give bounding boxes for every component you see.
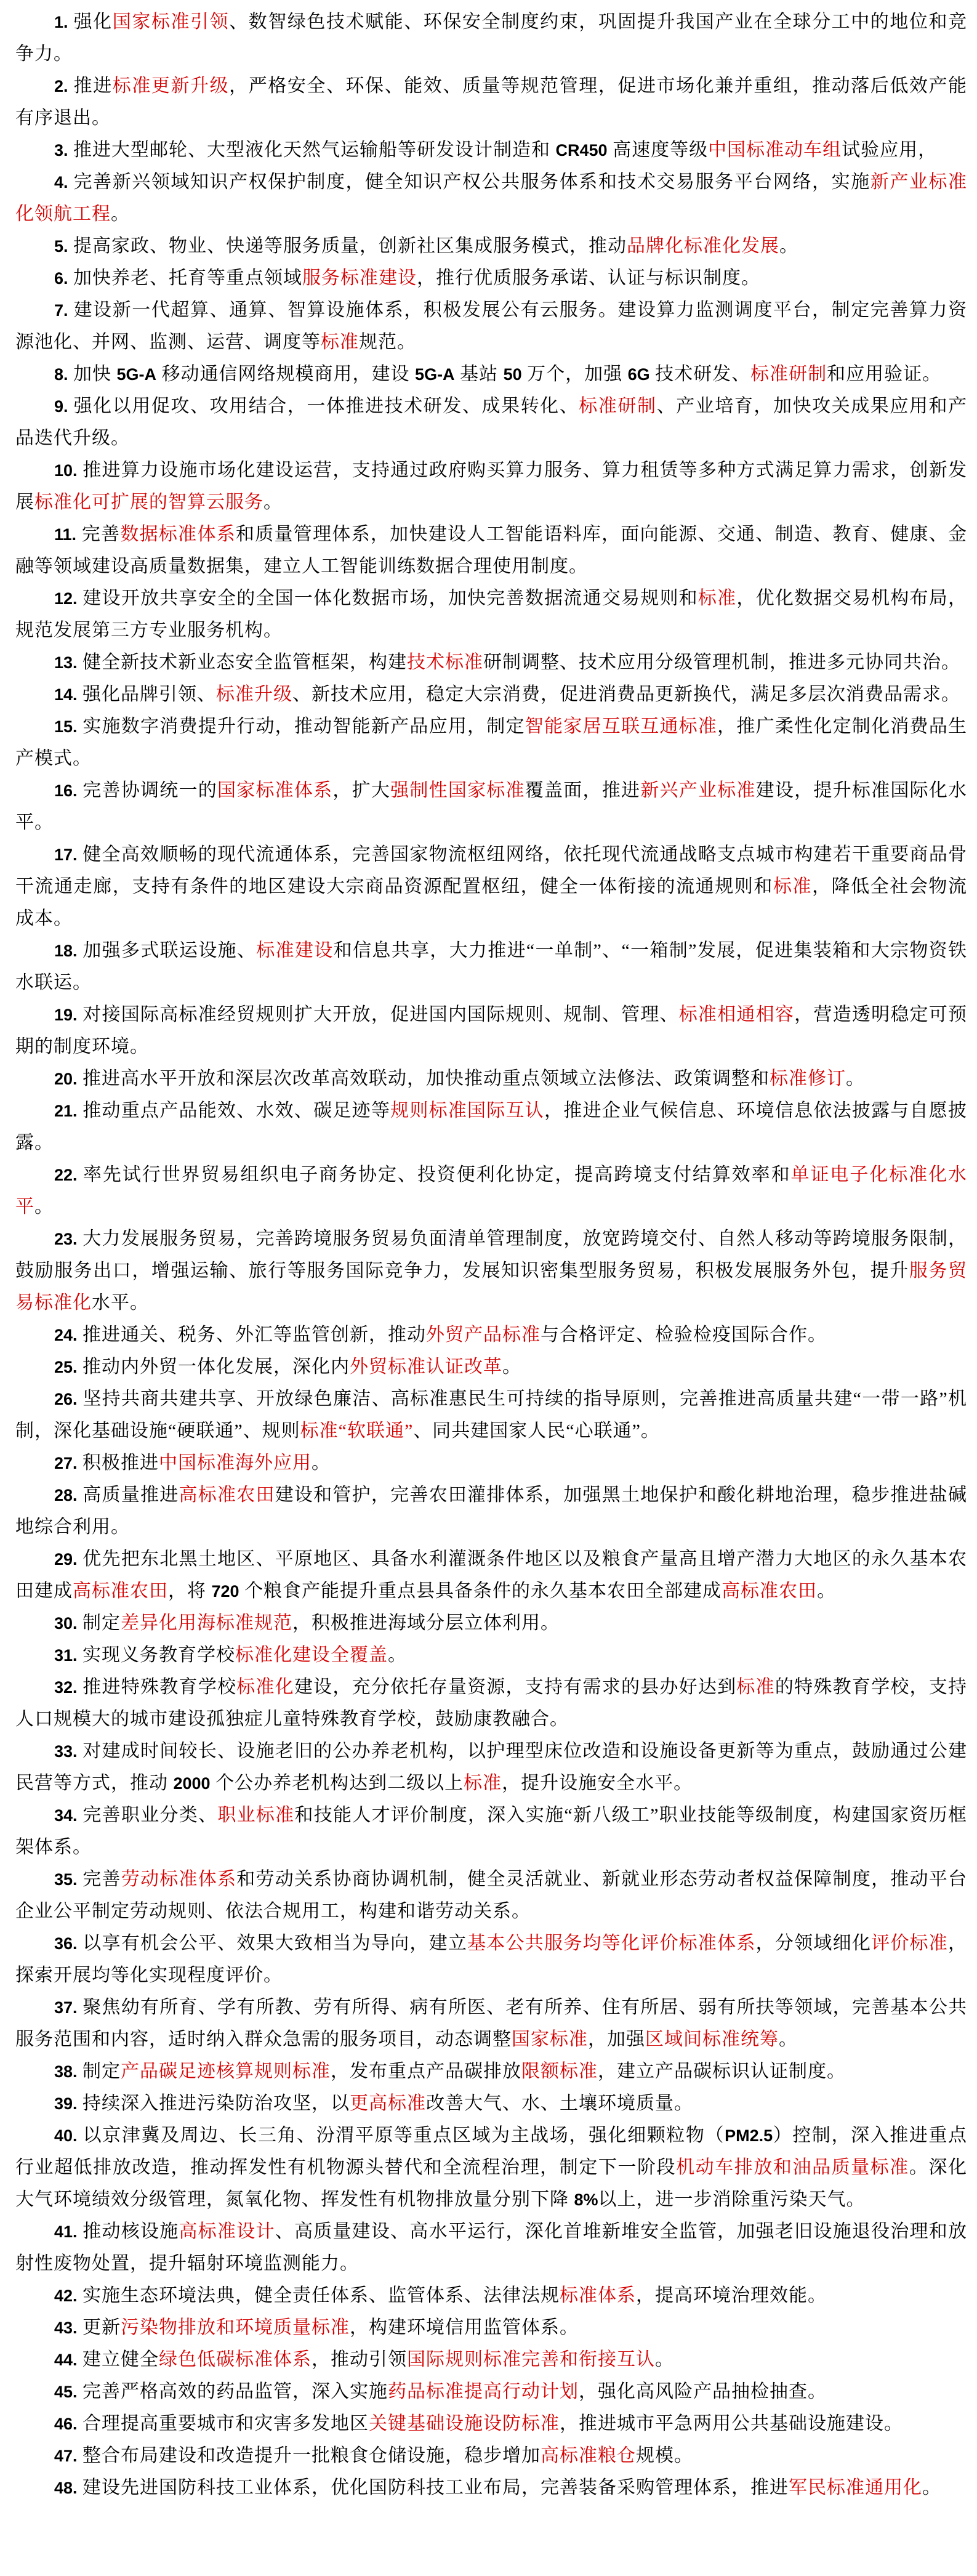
body-text: 推进特殊教育学校: [82, 1677, 237, 1697]
highlighted-text: 中国标准海外应用: [159, 1453, 312, 1473]
list-item: [15, 1063, 967, 1095]
list-item: [15, 262, 967, 294]
highlighted-text: 限额标准: [521, 2061, 598, 2081]
item-number: 34.: [54, 1806, 78, 1825]
list-item: [15, 2056, 967, 2088]
body-text: 优先把东北黑土地区、平原地区、具备水利灌溉条件地区以及粮食产量高且增产潜力大地区的永久基本农田建成: [15, 1549, 968, 1601]
item-number: 33.: [54, 1742, 78, 1761]
body-text: 。深化大气环境绩效分级管理，氮氧化物、挥发性有机物排放量分别下降 8%以上，进一步消除重污染天气。: [15, 2157, 967, 2210]
body-text: ，积极推进海域分层立体利用。: [292, 1613, 560, 1633]
body-text: 实现义务教育学校: [82, 1645, 236, 1665]
highlighted-text: 品牌化标准化发展: [627, 236, 780, 256]
body-text: 强化品牌引领、: [82, 684, 217, 705]
list-item: [15, 1799, 967, 1863]
body-text: 完善协调统一的: [82, 780, 217, 801]
highlighted-text: 标准研制: [579, 396, 657, 416]
list-item: [15, 1639, 967, 1671]
body-text: 坚持共商共建共享、开放绿色廉洁、高标准惠民生可持续的指导原则，完善推进高质量共建“一带一路”机制，深化基础设施“硬联通”、规则: [15, 1389, 968, 1441]
latin-text: 50: [503, 365, 522, 384]
body-text: 建设，充分依托存量资源，支持有需求的县办好达到: [294, 1677, 737, 1697]
body-text: 加快 5G-A 移动通信网络规模商用，建设 5G-A 基站 50 万个，加强 6G 技术研发、: [73, 364, 751, 384]
body-text: 。: [111, 204, 130, 224]
highlighted-text: 国家标准: [512, 2029, 588, 2049]
list-item: [15, 679, 967, 711]
item-number: 24.: [54, 1326, 78, 1344]
body-text: 。: [502, 1357, 522, 1377]
list-item: [15, 711, 967, 775]
highlighted-text: 标准建设: [256, 940, 334, 961]
list-item: [15, 230, 967, 262]
item-number: 4.: [54, 173, 68, 192]
body-text: ，严格安全、环保、能效、质量等规范管理，促进市场化兼并重组，推动落后低效产能有序退出。: [15, 76, 968, 128]
highlighted-text: 技术标准: [407, 652, 484, 672]
body-text: 。: [263, 492, 283, 512]
highlighted-text: 新产业标准化领航工程: [15, 172, 968, 224]
list-item: [15, 454, 967, 519]
body-text: 。: [922, 2477, 942, 2498]
highlighted-text: 高标准农田: [179, 1485, 275, 1505]
highlighted-text: 评价标准: [871, 1933, 949, 1953]
list-item: [15, 1671, 967, 1735]
highlighted-text: 标准: [698, 588, 737, 608]
body-text: ，发布重点产品碳排放: [331, 2061, 522, 2081]
item-number: 41.: [54, 2223, 78, 2241]
body-text: ，推进城市平急两用公共基础设施建设。: [560, 2413, 904, 2434]
list-item: [15, 2472, 967, 2504]
body-text: 建设和管护，完善农田灌排体系，加强黑土地保护和酸化耕地治理，稳步推进盐碱地综合利用。: [15, 1485, 968, 1537]
body-text: ，加强: [588, 2029, 645, 2049]
body-text: 、高质量建设、高水平运行，深化首堆新堆安全监管，加强老旧设施退役治理和放射性废物处置，提升辐射环境监测能力。: [15, 2221, 968, 2274]
highlighted-text: 标准更新升级: [112, 76, 230, 96]
body-text: 覆盖面，推进: [525, 780, 641, 801]
body-text: 试验应用，: [842, 140, 938, 160]
list-item: [15, 775, 967, 839]
body-text: 推动重点产品能效、水效、碳足迹等: [82, 1100, 391, 1121]
body-text: ，优化数据交易机构布局，规范发展第三方专业服务机构。: [15, 588, 968, 640]
body-text: 。: [846, 1068, 866, 1089]
list-item: [15, 1607, 967, 1639]
item-number: 39.: [54, 2094, 78, 2113]
item-number: 25.: [54, 1358, 78, 1376]
list-item: [15, 2088, 967, 2120]
body-text: 强化: [73, 12, 113, 32]
highlighted-text: 智能家居互联互通标准: [525, 716, 718, 737]
highlighted-text: 国际规则标准完善和衔接互认: [407, 2349, 656, 2370]
list-item: [15, 583, 967, 647]
body-text: 和应用验证。: [827, 364, 942, 384]
highlighted-text: 标准升级: [216, 684, 293, 705]
highlighted-text: 标准: [464, 1773, 502, 1793]
item-number: 10.: [54, 461, 78, 480]
body-text: 推进高水平开放和深层次改革高效联动，加快推动重点领域立法修法、政策调整和: [82, 1068, 770, 1089]
latin-text: 6G: [627, 365, 650, 384]
list-item: [15, 166, 967, 230]
body-text: 推进算力设施市场化建设运营，支持通过政府购买算力服务、算力租赁等多种方式满足算力需求，创新发展: [15, 460, 968, 512]
highlighted-text: 药品标准提高行动计划: [388, 2381, 579, 2402]
item-number: 17.: [54, 846, 78, 864]
body-text: ，扩大: [332, 780, 391, 801]
item-number: 1.: [54, 13, 68, 31]
item-number: 32.: [54, 1678, 78, 1697]
body-text: 和技能人才评价制度，深入实施“新八级工”职业技能等级制度，构建国家资历框架体系。: [15, 1805, 968, 1857]
highlighted-text: 标准“软联通”: [300, 1421, 414, 1441]
highlighted-text: 外贸标准认证改革: [350, 1357, 503, 1377]
item-number: 26.: [54, 1390, 78, 1408]
body-text: 推进: [73, 76, 113, 96]
body-text: ，推广柔性化定制化消费品生产模式。: [15, 716, 968, 769]
item-number: 12.: [54, 589, 78, 608]
item-number: 13.: [54, 653, 78, 672]
highlighted-text: 标准: [736, 1677, 775, 1697]
body-text: 、数智绿色技术赋能、环保安全制度约束，巩固提升我国产业在全球分工中的地位和竞争力。: [15, 12, 968, 64]
body-text: 提高家政、物业、快递等服务质量，创新社区集成服务模式，推动: [73, 236, 627, 256]
item-number: 45.: [54, 2383, 78, 2401]
list-item: [15, 1351, 967, 1383]
body-text: 以京津冀及周边、长三角、汾渭平原等重点区域为主战场，强化细颗粒物（PM2.5）控制，深入推进重点行业超低排放改造，推动挥发性有机物源头替代和全流程治理，制定下一阶段: [15, 2125, 968, 2178]
body-text: 推进通关、税务、外汇等监管创新，推动: [82, 1325, 427, 1345]
body-text: 推动核设施: [82, 2221, 179, 2242]
highlighted-text: 基本公共服务均等化评价标准体系: [467, 1933, 756, 1953]
highlighted-text: 更高标准: [350, 2093, 427, 2114]
list-item: [15, 1447, 967, 1479]
body-text: 。: [312, 1453, 331, 1473]
body-text: 和质量管理体系，加快建设人工智能语料库，面向能源、交通、制造、教育、健康、金融等领域建设高质量数据集，建立人工智能训练数据合理使用制度。: [15, 524, 968, 576]
list-item: [15, 1095, 967, 1159]
item-number: 37.: [54, 1998, 78, 2017]
item-number: 6.: [54, 269, 68, 288]
item-number: 5.: [54, 237, 68, 256]
body-text: 完善: [81, 524, 121, 544]
body-text: 研制调整、技术应用分级管理机制，推进多元协同共治。: [483, 652, 961, 672]
body-text: 建设新一代超算、通算、智算设施体系，积极发展公有云服务。建设算力监测调度平台，制定完善算力资源池化、并网、监测、运营、调度等: [15, 300, 968, 352]
list-item: [15, 999, 967, 1063]
body-text: 完善职业分类、: [82, 1805, 218, 1825]
body-text: 、同共建国家人民“心联通”。: [413, 1421, 660, 1441]
list-item: [15, 358, 967, 390]
body-text: 、新技术应用，稳定大宗消费，促进消费品更新换代，满足多层次消费品需求。: [292, 684, 961, 705]
item-number: 47.: [54, 2447, 78, 2465]
body-text: 合理提高重要城市和灾害多发地区: [82, 2413, 369, 2434]
body-text: 建立健全: [82, 2349, 159, 2370]
item-number: 16.: [54, 781, 78, 800]
list-item: [15, 2216, 967, 2280]
highlighted-text: 强制性国家标准: [390, 780, 525, 801]
item-number: 27.: [54, 1454, 78, 1472]
list-item: [15, 2408, 967, 2440]
body-text: 。: [388, 1645, 408, 1665]
body-text: 规范。: [359, 332, 416, 352]
body-text: 更新: [82, 2317, 121, 2338]
highlighted-text: 劳动标准体系: [121, 1869, 237, 1889]
body-text: 建设，提升标准国际化水平。: [15, 780, 968, 833]
list-item: [15, 1159, 967, 1223]
list-item: [15, 2312, 967, 2344]
item-number: 23.: [54, 1230, 78, 1248]
body-text: 聚焦幼有所育、学有所教、劳有所得、病有所医、老有所养、住有所居、弱有所扶等领域，完善基本公共服务范围和内容，适时纳入群众急需的服务项目，动态调整: [15, 1997, 968, 2049]
highlighted-text: 高标准粮仓: [541, 2445, 637, 2466]
body-text: ，推行优质服务承诺、认证与标识制度。: [417, 268, 761, 288]
body-text: ，将 720 个粮食产能提升重点县具备条件的永久基本农田全部建成: [168, 1581, 722, 1601]
highlighted-text: 单证电子化标准化水平: [15, 1165, 968, 1217]
latin-text: 8%: [574, 2190, 598, 2209]
body-text: 。: [779, 236, 799, 256]
item-number: 18.: [54, 942, 78, 960]
body-text: 和信息共享，大力推进“一单制”、“一箱制”发展，促进集装箱和大宗物资铁水联运。: [15, 940, 968, 993]
body-text: ，推进企业气候信息、环境信息依法披露与自愿披露。: [15, 1100, 968, 1153]
body-text: 推进大型邮轮、大型液化天然气运输船等研发设计制造和 CR450 高速度等级: [73, 140, 709, 160]
list-item: [15, 1319, 967, 1351]
body-text: 、产业培育，加快攻关成果应用和产品迭代升级。: [15, 396, 968, 448]
list-item: [15, 1928, 967, 1992]
item-number: 31.: [54, 1646, 78, 1665]
body-text: 制定: [82, 1613, 121, 1633]
body-text: 率先试行世界贸易组织电子商务协定、投资便利化协定，提高跨境支付结算效率和: [82, 1165, 791, 1185]
list-item: [15, 6, 967, 70]
body-text: 。: [779, 2029, 798, 2049]
item-number: 21.: [54, 1102, 78, 1120]
item-number: 38.: [54, 2062, 78, 2081]
item-number: 46.: [54, 2415, 78, 2433]
body-text: ，营造透明稳定可预期的制度环境。: [15, 1004, 968, 1057]
highlighted-text: 标准: [321, 332, 359, 352]
body-text: 高质量推进: [82, 1485, 179, 1505]
item-number: 30.: [54, 1614, 78, 1633]
body-text: 持续深入推进污染防治攻坚，以: [82, 2093, 350, 2114]
body-text: 整合布局建设和改造提升一批粮食仓储设施，稳步增加: [82, 2445, 541, 2466]
highlighted-text: 高标准设计: [179, 2221, 275, 2242]
body-text: 推动内外贸一体化发展，深化内: [82, 1357, 350, 1377]
highlighted-text: 国家标准体系: [217, 780, 333, 801]
body-text: ，探索开展均等化实现程度评价。: [15, 1933, 968, 1985]
body-text: 建设先进国防科技工业体系，优化国防科技工业布局，完善装备采购管理体系，推进: [82, 2477, 789, 2498]
latin-text: 2000: [173, 1774, 211, 1793]
body-text: ，分领域细化: [755, 1933, 872, 1953]
body-text: 大力发展服务贸易，完善跨境服务贸易负面清单管理制度，放宽跨境交付、自然人移动等跨境服务限制，鼓励服务出口，增强运输、旅行等服务国际竞争力，发展知识密集型服务贸易，积极发展服务外包，提升: [15, 1229, 968, 1281]
list-item: [15, 2440, 967, 2472]
body-text: 对建成时间较长、设施老旧的公办养老机构，以护理型床位改造和设施设备更新等为重点，鼓励通过公建民营等方式，推动 2000 个公办养老机构达到二级以上: [15, 1741, 968, 1793]
body-text: ，推动引领: [312, 2349, 408, 2370]
list-item: [15, 1735, 967, 1799]
item-number: 43.: [54, 2319, 78, 2337]
item-number: 44.: [54, 2351, 78, 2369]
body-text: 制定: [82, 2061, 121, 2081]
body-text: 水平。: [92, 1293, 149, 1313]
highlighted-text: 绿色低碳标准体系: [159, 2349, 312, 2370]
list-item: [15, 2344, 967, 2376]
latin-text: PM2.5: [725, 2126, 773, 2145]
body-text: 与合格评定、检验检疫国际合作。: [541, 1325, 827, 1345]
highlighted-text: 机动车排放和油品质量标准: [676, 2157, 909, 2178]
highlighted-text: 新兴产业标准: [640, 780, 756, 801]
body-text: 积极推进: [82, 1453, 159, 1473]
body-text: 改善大气、水、土壤环境质量。: [426, 2093, 694, 2114]
item-number: 9.: [54, 397, 68, 416]
list-item: [15, 839, 967, 935]
item-number: 2.: [54, 77, 68, 95]
item-number: 8.: [54, 365, 68, 384]
body-text: ，建立产品碳标识认证制度。: [598, 2061, 846, 2081]
list-item: [15, 2376, 967, 2408]
body-text: 规模。: [636, 2445, 694, 2466]
body-text: 健全高效顺畅的现代流通体系，完善国家物流枢纽网络，依托现代流通战略支点城市构建若干重要商品骨干流通走廊，支持有条件的地区建设大宗商品资源配置枢纽，健全一体衔接的流通规则和: [15, 844, 968, 897]
body-text: 完善新兴领域知识产权保护制度，健全知识产权公共服务体系和技术交易服务平台网络，实施: [73, 172, 870, 192]
list-item: [15, 1383, 967, 1447]
body-text: ，构建环境信用监管体系。: [350, 2317, 579, 2338]
highlighted-text: 服务贸易标准化: [15, 1261, 967, 1313]
body-text: 完善: [82, 1869, 121, 1889]
latin-text: 720: [211, 1582, 239, 1601]
item-number: 11.: [54, 525, 77, 544]
list-item: [15, 519, 967, 583]
item-number: 28.: [54, 1486, 78, 1504]
highlighted-text: 标准化建设全覆盖: [235, 1645, 388, 1665]
item-number: 20.: [54, 1070, 78, 1088]
list-item: [15, 390, 967, 454]
list-item: [15, 935, 967, 999]
list-item: [15, 1479, 967, 1543]
item-number: 14.: [54, 685, 78, 704]
highlighted-text: 产品碳足迹核算规则标准: [121, 2061, 331, 2081]
highlighted-text: 军民标准通用化: [789, 2477, 923, 2498]
item-number: 40.: [54, 2126, 78, 2145]
body-text: 强化以用促攻、攻用结合，一体推进技术研发、成果转化、: [73, 396, 579, 416]
highlighted-text: 中国标准动车组: [708, 140, 842, 160]
list-item: [15, 2280, 967, 2312]
highlighted-text: 标准修订: [770, 1068, 846, 1089]
item-number: 7.: [54, 301, 68, 320]
body-text: 。: [34, 1197, 54, 1217]
body-text: ，强化高风险产品抽检抽查。: [579, 2381, 827, 2402]
body-text: 。: [817, 1581, 837, 1601]
item-number: 29.: [54, 1550, 78, 1569]
latin-text: CR450: [555, 141, 608, 159]
highlighted-text: 标准相通相容: [678, 1004, 795, 1025]
highlighted-text: 差异化用海标准规范: [121, 1613, 293, 1633]
highlighted-text: 国家标准引领: [112, 12, 230, 32]
list-item: [15, 2120, 967, 2216]
list-item: [15, 134, 967, 166]
highlighted-text: 标准研制: [750, 364, 827, 384]
item-number: 36.: [54, 1934, 78, 1953]
body-text: 建设开放共享安全的全国一体化数据市场，加快完善数据流通交易规则和: [82, 588, 698, 608]
item-number: 19.: [54, 1006, 78, 1024]
highlighted-text: 标准化可扩展的智算云服务: [34, 492, 263, 512]
item-number: 22.: [54, 1166, 78, 1184]
list-item: [15, 1543, 967, 1607]
list-item: [15, 1223, 967, 1319]
body-text: ，提高环境治理效能。: [636, 2285, 827, 2306]
highlighted-text: 标准化: [236, 1677, 294, 1697]
highlighted-text: 规则标准国际互认: [390, 1100, 545, 1121]
body-text: 。: [655, 2349, 675, 2370]
body-text: ，提升设施安全水平。: [502, 1773, 693, 1793]
body-text: 完善严格高效的药品监管，深入实施: [82, 2381, 388, 2402]
latin-text: 5G-A: [116, 365, 157, 384]
item-number: 48.: [54, 2479, 78, 2497]
body-text: 加强多式联运设施、: [82, 940, 257, 961]
list-item: [15, 294, 967, 358]
highlighted-text: 服务标准建设: [302, 268, 417, 288]
list-item: [15, 647, 967, 679]
highlighted-text: 高标准农田: [73, 1581, 168, 1601]
latin-text: 5G-A: [415, 365, 455, 384]
body-text: 和劳动关系协商协调机制，健全灵活就业、新就业形态劳动者权益保障制度，推动平台企业公平制定劳动规则、依法合规用工，构建和谐劳动关系。: [15, 1869, 968, 1921]
body-text: 健全新技术新业态安全监管框架，构建: [82, 652, 408, 672]
highlighted-text: 关键基础设施设防标准: [369, 2413, 560, 2434]
highlighted-text: 外贸产品标准: [426, 1325, 541, 1345]
body-text: 实施数字消费提升行动，推动智能新产品应用，制定: [82, 716, 525, 737]
highlighted-text: 数据标准体系: [120, 524, 236, 544]
item-number: 3.: [54, 141, 68, 159]
body-text: 加快养老、托育等重点领域: [73, 268, 303, 288]
list-item: [15, 1992, 967, 2056]
highlighted-text: 污染物排放和环境质量标准: [121, 2317, 350, 2338]
highlighted-text: 职业标准: [217, 1805, 295, 1825]
highlighted-text: 区域间标准统筹: [645, 2029, 779, 2049]
item-number: 35.: [54, 1870, 78, 1889]
body-text: 对接国际高标准经贸规则扩大开放，促进国内国际规则、规制、管理、: [82, 1004, 679, 1025]
highlighted-text: 标准: [773, 876, 813, 897]
list-item: [15, 1863, 967, 1928]
body-text: 的特殊教育学校，支持人口规模大的城市建设孤独症儿童特殊教育学校，鼓励康教融合。: [15, 1677, 968, 1729]
list-item: [15, 70, 967, 134]
item-number: 15.: [54, 717, 78, 736]
item-number: 42.: [54, 2287, 78, 2305]
body-text: 以享有机会公平、效果大致相当为导向，建立: [82, 1933, 468, 1953]
highlighted-text: 标准体系: [560, 2285, 637, 2306]
body-text: 实施生态环境法典，健全责任体系、监管体系、法律法规: [82, 2285, 560, 2306]
body-text: ，降低全社会物流成本。: [15, 876, 967, 929]
highlighted-text: 高标准农田: [722, 1581, 818, 1601]
